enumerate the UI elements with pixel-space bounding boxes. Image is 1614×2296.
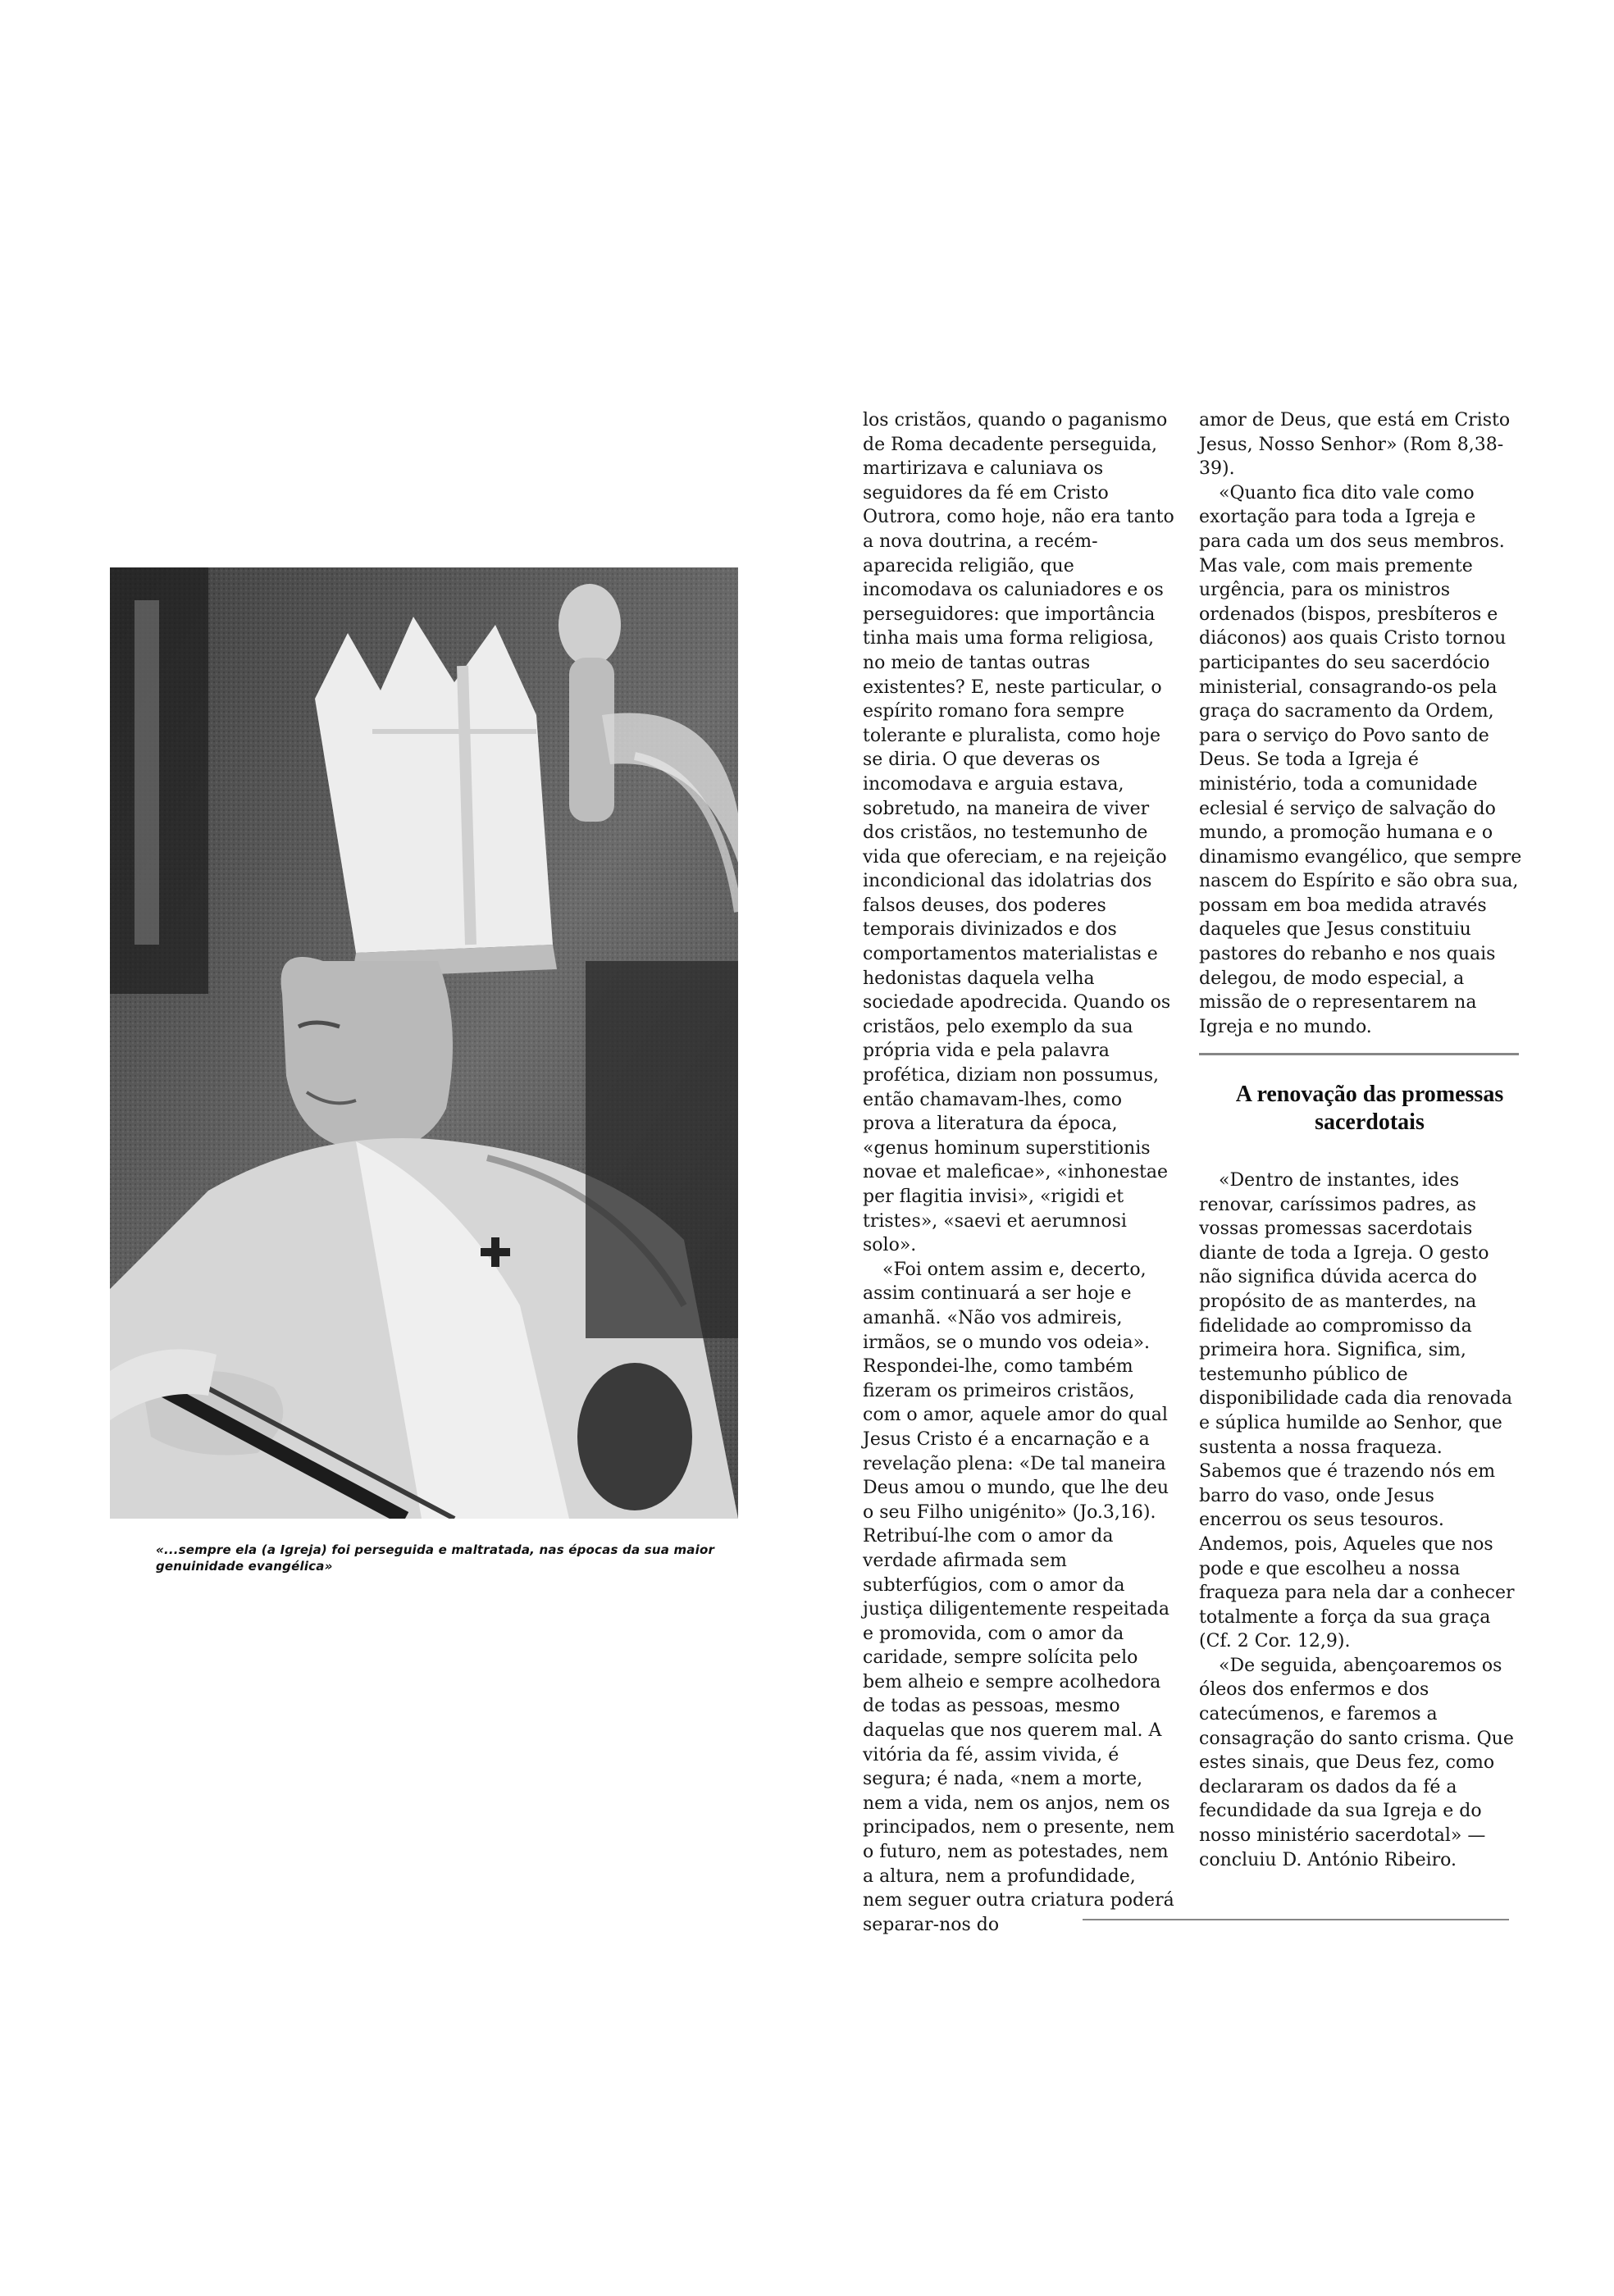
photo-caption: «...sempre ela (a Igreja) foi perseguida e maltratada, nas épocas da sua maior genuinidade evangélica» xyxy=(156,1542,715,1574)
scan-smudge xyxy=(1083,1919,1509,1920)
section-subheading: A renovação das promessas sacerdotais xyxy=(1235,1082,1504,1135)
article-paragraph: los cristãos, quando o paganismo de Roma decadente perseguida, martirizava e caluniava os seguidores da fé em Cristo Outrora, como hoje, não era tanto a nova doutrina, a recém-aparecida religião, que incomodava os caluniadores e os perseguidores: que importância tinha mais uma forma religiosa, no meio de tantas outras existentes? E, neste particular, o espírito romano fora sempre tolerante e pluralista, como hoje se diria. O que deveras os incomodava e arguia estava, sobretudo, na maneira de viver dos cristãos, no testemunho de vida que ofereciam, e na rejeição incondicional das idolatrias dos falsos deuses, dos poderes temporais divinizados e dos comportamentos materialistas e hedonistas daquela velha sociedade apodrecida. Quando os cristãos, pelo exemplo da sua própria vida e pela palavra profética, diziam non possumus, então chamavam-lhes, como prova a literatura da época, «genus hominum superstitionis novae et maleficae», «inhonestae per flagitia invisi», «rigidi et tristes», «saevi et aerumnosi solo». xyxy=(863,410,1174,1256)
article-paragraph: «Dentro de instantes, ides renovar, caríssimos padres, as vossas promessas sacerdotais diante de toda a Igreja. O gesto não significa dúvida acerca do propósito de as manterdes, na fidelidade ao compromisso da primeira hora. Significa, sim, testemunho público de disponibilidade cada dia renovada e súplica humilde ao Senhor, que sustenta a nossa fraqueza. Sabemos que é trazendo nós em barro do vaso, onde Jesus encerrou os seus tesouros. Andemos, pois, Aqueles que nos pode e que escolheu a nossa fraqueza para nela dar a conhecer totalmente a força da sua graça (Cf. 2 Cor. 12,9). xyxy=(1199,1170,1515,1652)
article-column-right-bottom xyxy=(1199,1168,1522,1872)
article-paragraph: «De seguida, abençoaremos os óleos dos enfermos e dos catecúmenos, e faremos a consagração do santo crisma. Que estes sinais, que Deus fez, como declararam os dados da fé a fecundidade da sua Igreja e do nosso ministério sacerdotal» — concluiu D. António Ribeiro. xyxy=(1199,1655,1514,1870)
article-paragraph: «Quanto fica dito vale como exortação para toda a Igreja e para cada um dos seus membros. Mas vale, com mais premente urgência, para os ministros ordenados (bispos, presbíteros e diáconos) aos quais Cristo tornou participantes do seu sacerdócio ministerial, consagrando-os pela graça do sacramento da Ordem, para o serviço do Povo santo de Deus. Se toda a Igreja é ministério, toda a comunidade eclesial é serviço de salvação do mundo, a promoção humana e o dinamismo evangélico, que sempre nascem do Espírito e são obra sua, possam em boa medida através daqueles que Jesus constituiu pastores do rebanho e nos quais delegou, de modo especial, a missão de o representarem na Igreja e no mundo. xyxy=(1199,482,1522,1037)
bishop-photo-illustration xyxy=(110,567,738,1519)
bishop-photo xyxy=(110,567,738,1519)
scan-smudge xyxy=(1199,1053,1519,1055)
article-column-left xyxy=(863,408,1178,1937)
article-paragraph: «Foi ontem assim e, decerto, assim continuará a ser hoje e amanhã. «Não vos admireis, irmãos, se o mundo vos odeia». Respondei-lhe, como também fizeram os primeiros cristãos, com o amor, aquele amor do qual Jesus Cristo é a encarnação e a revelação plena: «De tal maneira Deus amou o mundo, que lhe deu o seu Filho unigénito» (Jo.3,16). Retribuí-lhe com o amor da verdade afirmada sem subterfúgios, com o amor da justiça diligentemente respeitada e promovida, com o amor da caridade, sempre solícita pelo bem alheio e sempre acolhedora de todas as pessoas, mesmo daquelas que nos querem mal. A vitória da fé, assim vivida, é segura; é nada, «nem a morte, nem a vida, nem os anjos, nem os principados, nem o presente, nem o futuro, nem as potestades, nem a altura, nem a profundidade, nem seguer outra criatura poderá separar-nos do xyxy=(863,1259,1175,1935)
article-column-right-top xyxy=(1199,408,1522,1039)
article-paragraph: amor de Deus, que está em Cristo Jesus, Nosso Senhor» (Rom 8,38-39). xyxy=(1199,410,1511,480)
